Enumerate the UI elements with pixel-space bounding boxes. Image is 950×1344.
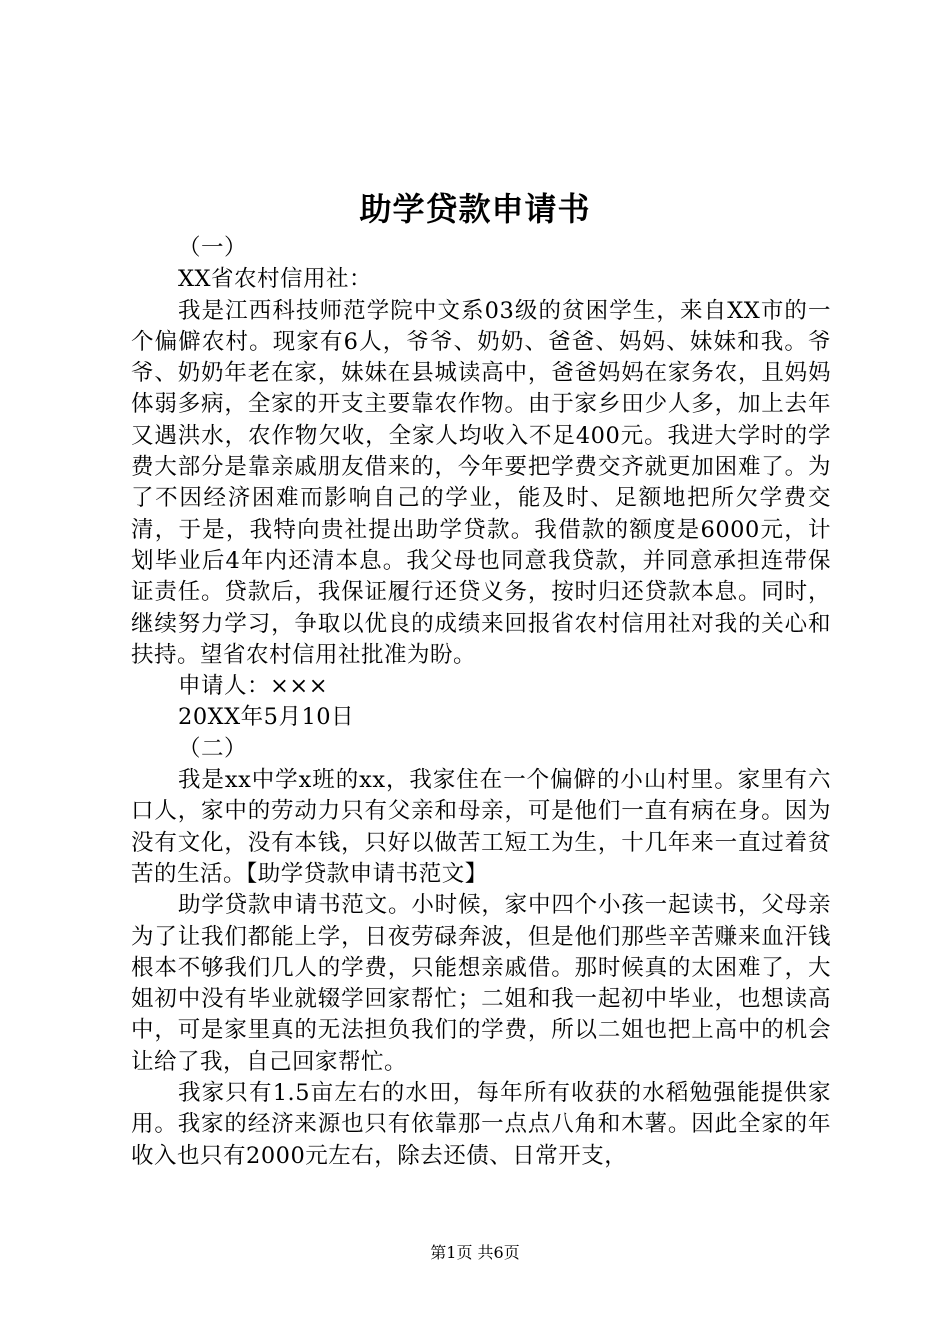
document-body (131, 233, 831, 1172)
body-paragraph: 我是xx中学x班的xx，我家住在一个偏僻的小山村里。家里有六口人，家中的劳动力只有父亲和母亲，可是他们一直有病在身。因为没有文化，没有本钱，只好以做苦工短工为生，十几年来一直过着贫苦的生活。【助学贷款申请书范文】 (131, 767, 831, 887)
page-footer: 第1页 共6页 (430, 1243, 520, 1262)
section-marker-two: （二） (178, 735, 248, 762)
salutation: XX省农村信用社： (178, 266, 373, 293)
document-title: 助学贷款申请书 (359, 190, 591, 228)
body-paragraph: 我是江西科技师范学院中文系03级的贫困学生，来自XX市的一个偏僻农村。现家有6人，爷爷、奶奶、爸爸、妈妈、妹妹和我。爷爷、奶奶年老在家，妹妹在县城读高中，爸爸妈妈在家务农，且妈妈体弱多病，全家的开支主要靠农作物。由于家乡田少人多，加上去年又遇洪水，农作物欠收，全家人均收入不足400元。我进大学时的学费大部分是靠亲戚朋友借来的，今年要把学费交齐就更加困难了。为了不因经济困难而影响自己的学业，能及时、足额地把所欠学费交清，于是，我特向贵社提出助学贷款。我借款的额度是6000元，计划毕业后4年内还清本息。我父母也同意我贷款，并同意承担连带保证责任。贷款后，我保证履行还贷义务，按时归还贷款本息。同时，继续努力学习，争取以优良的成绩来回报省农村信用社对我的关心和扶持。望省农村信用社批准为盼。 (131, 297, 831, 668)
application-date: 20XX年5月10日 (178, 704, 355, 731)
body-paragraph: 助学贷款申请书范文。小时候，家中四个小孩一起读书，父母亲为了让我们都能上学，日夜劳碌奔波，但是他们那些辛苦赚来血汗钱根本不够我们几人的学费，只能想亲戚借。那时候真的太困难了，大姐初中没有毕业就辍学回家帮忙；二姐和我一起初中毕业，也想读高中，可是家里真的无法担负我们的学费，所以二姐也把上高中的机会让给了我，自己回家帮忙。 (131, 892, 831, 1075)
section-marker-one: （一） (178, 235, 248, 261)
body-paragraph: 我家只有1.5亩左右的水田，每年所有收获的水稻勉强能提供家用。我家的经济来源也只有依靠那一点点八角和木薯。因此全家的年收入也只有2000元左右，除去还债、日常开支， (131, 1080, 831, 1169)
applicant-signature: 申请人：××× (178, 673, 329, 700)
